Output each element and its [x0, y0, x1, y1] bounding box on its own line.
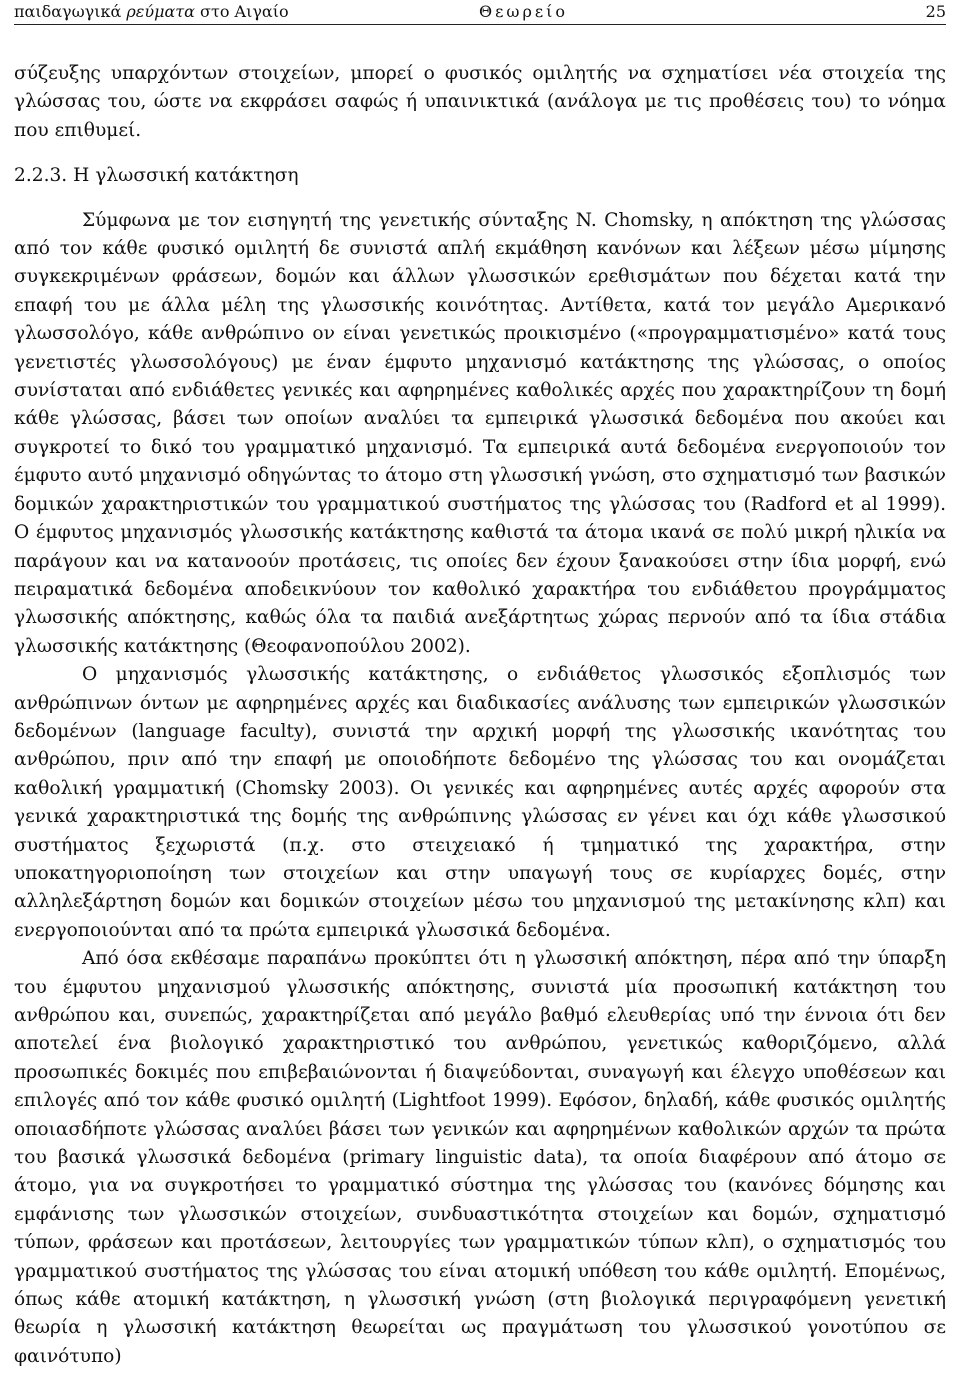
paragraph: Από όσα εκθέσαμε παραπάνω προκύπτει ότι η γλωσσική απόκτηση, πέρα από την ύπαρξη του έμφυτου μηχανισμού γλωσσικής απόκτησης, συνιστά μία προσωπική κατάκτηση του ανθρώπου και, συνεπώς, χαρακτηρίζεται από μεγάλο βαθμό ελευθερίας υπό την έννοια ότι δεν αποτελεί ένα βιολογικό χαρακτηριστικό του ανθρώπου, γενετικώς καθοριζόμενο, αλλά προσωπικές δοκιμές που επιβεβαιώνονται ή διαψεύδονται, συναγωγή και έλεγχο υποθέσεων και επιλογές από τον κάθε φυσικό ομιλητή (Lightfoot 1999). Εφόσον, δηλαδή, κάθε φυσικός ομιλητής οποιασδήποτε γλώσσας αναλύει βάσει των γενικών και αφηρημένων καθολικών αρχών τα πρώτα του βασικά γλωσσικά δεδομένα (primary linguistic data), τα οποία διαφέρουν από άτομο σε άτομο, για να συγκροτήσει το γραμματικό σύστημα της γλώσσας του (κανόνες δόμησης και εμφάνισης των γλωσσικών στοιχείων, συνδυαστικότητα στοιχείων και δομών, σχηματισμό τύπων, φράσεων και προτάσεων, λειτουργίες των γραμματικών τύπων κλπ), ο σχηματισμός του γραμματικού συστήματος της γλώσσας του είναι ατομική υπόθεση του κάθε ομιλητή. Επομένως, όπως κάθε ατομική κατάκτηση, η γλωσσική γνώση (στη βιολογικά περιγραφόμενη γενετική θεωρία η γλωσσική κατάκτηση θεωρείται ως πραγμάτωση του γλωσσικού γονοτύπου σε φαινότυπο): [14, 948, 946, 1367]
running-header: [14, 0, 946, 25]
journal-title-prefix: παιδαγωγικά: [14, 2, 127, 21]
document-page: [14, 0, 946, 1371]
section-name: Θεωρείο: [479, 2, 569, 21]
page-number: 25: [925, 2, 946, 21]
section-heading: 2.2.3. Η γλωσσική κατάκτηση: [14, 165, 299, 187]
body-text: [14, 60, 946, 1371]
paragraph: Ο μηχανισμός γλωσσικής κατάκτησης, ο ενδιάθετος γλωσσικός εξοπλισμός των ανθρώπινων όντων με αφηρημένες αρχές και διαδικασίες ανάλυσης των εμπειρικών γλωσσικών δεδομένων (language faculty), συνιστά την αρχική μορφή της γλωσσικής ικανότητας του ανθρώπου, πριν από την επαφή με οποιοδήποτε δεδομένο της γλώσσας του και ονομάζεται καθολική γραμματική (Chomsky 2003). Οι γενικές και αφηρημένες αυτές αρχές αφορούν στα γενικά χαρακτηριστικά της δομής της ανθρώπινης γλώσσας εν γένει και όχι κάθε γλωσσικού συστήματος ξεχωριστά (π.χ. στο στειχειακό ή τμηματικό της χαρακτήρα, στην υποκατηγοριοποίηση των στοιχείων και στην υπαγωγή τους σε κυρίαρχες δομές, στην αλληλεξάρτηση δομών και δομικών στοιχείων μέσω του μηχανισμού της μετακίνησης κλπ) και ενεργοποιούνται από τα πρώτα εμπειρικά γλωσσικά δεδομένα.: [14, 664, 946, 941]
paragraph: Σύμφωνα με τον εισηγητή της γενετικής σύνταξης N. Chomsky, η απόκτηση της γλώσσας από τον κάθε φυσικό ομιλητή δε συνιστά απλή εκμάθηση κανόνων και λέξεων μέσω μίμησης συγκεκριμένων φράσεων, δομών και άλλων γλωσσικών ερεθισμάτων που δέχεται κατά την επαφή του με άλλα μέλη της γλωσσικής κοινότητας. Αντίθετα, κατά τον μεγάλο Αμερικανό γλωσσολόγο, κάθε ανθρώπινο ον είναι γενετικώς προικισμένο («προγραμματισμένο» κατά τους γενετιστές γλωσσολόγους) με έναν έμφυτο μηχανισμό κατάκτησης της γλώσσας, ο οποίος συνίσταται από ενδιάθετες γενικές και αφηρημένες καθολικές αρχές που χαρακτηρίζουν τη δομή κάθε γλώσσας, βάσει των οποίων αναλύει τα εμπειρικά γλωσσικά δεδομένα που ακούει και συγκροτεί το δικό του γραμματικό μηχανισμό. Τα εμπειρικά αυτά δεδομένα ενεργοποιούν τον έμφυτο αυτό μηχανισμό οδηγώντας το άτομο στη γλωσσική γνώση, στο σχηματισμό των βασικών δομικών χαρακτηριστικών του γραμματικού συστήματος της γλώσσας του (Radford et al 1999). Ο έμφυτος μηχανισμός γλωσσικής κατάκτησης καθιστά τα άτομα ικανά σε πολύ μικρή ηλικία να παράγουν και να κατανοούν προτάσεις, τις οποίες δεν έχουν ξανακούσει στην ίδια μορφή, ενώ πειραματικά δεδομένα αποδεικνύουν τον καθολικό χαρακτήρα του ενδιάθετου προγράμματος γλωσσικής απόκτησης, καθώς όλα τα παιδιά ανεξάρτητως χώρας περνούν από τα ίδια στάδια γλωσσικής κατάκτησης (Θεοφανοπούλου 2002).: [14, 209, 946, 657]
journal-title-suffix: στο Αιγαίο: [194, 2, 289, 21]
paragraph-continuation: σύζευξης υπαρχόντων στοιχείων, μπορεί ο φυσικός ομιλητής να σχηματίσει νέα στοιχεία της γλώσσας του, ώστε να εκφράσει σαφώς ή υπαινικτικά (ανάλογα με τις προθέσεις του) το νόημα που επιθυμεί.: [14, 63, 946, 141]
journal-title: [14, 0, 289, 24]
journal-title-italic: ρεύματα: [126, 2, 195, 21]
